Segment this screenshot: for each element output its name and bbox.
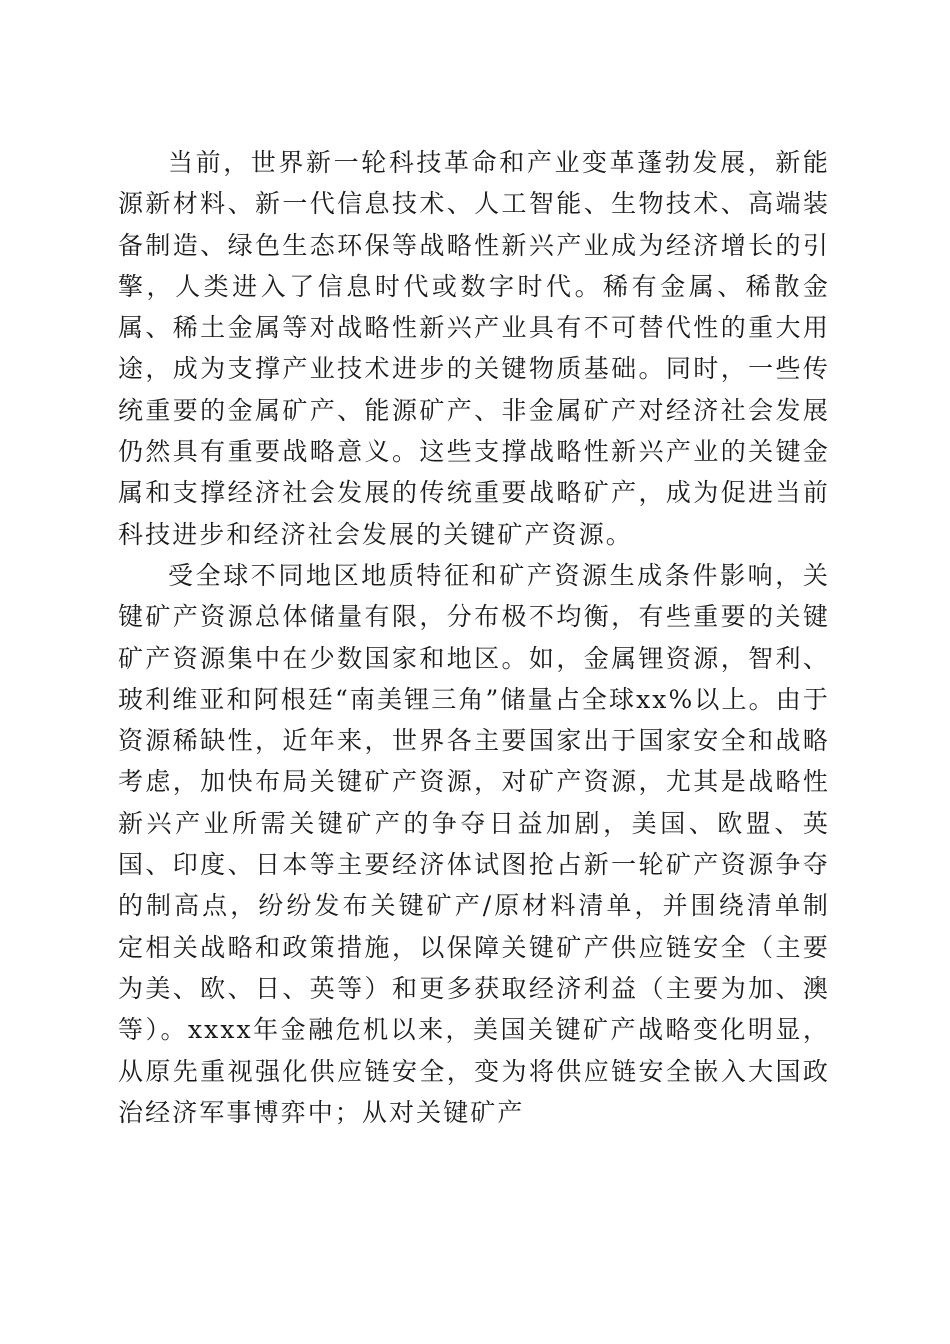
paragraph-2: 受全球不同地区地质特征和矿产资源生成条件影响，关键矿产资源总体储量有限，分布极不均衡，有些重要的关键矿产资源集中在少数国家和地区。如，金属锂资源，智利、玻利维亚和阿根廷“南美锂三角”储量占全球xx%以上。由于资源稀缺性，近年来，世界各主要国家出于国家安全和战略考虑，加快布局关键矿产资源，对矿产资源，尤其是战略性新兴产业所需关键矿产的争夺日益加剧，美国、欧盟、英国、印度、日本等主要经济体试图抢占新一轮矿产资源争夺的制高点，纷纷发布关键矿产/原材料清单，并围绕清单制定相关战略和政策措施，以保障关键矿产供应链安全（主要为美、欧、日、英等）和更多获取经济利益（主要为加、澳等）。xxxx年金融危机以来，美国关键矿产战略变化明显，从原先重视强化供应链安全，变为将供应链安全嵌入大国政治经济军事博弈中；从对关键矿产 (118, 560, 830, 1127)
document-body (118, 142, 830, 1133)
paragraph-1: 当前，世界新一轮科技革命和产业变革蓬勃发展，新能源新材料、新一代信息技术、人工智能、生物技术、高端装备制造、绿色生态环保等战略性新兴产业成为经济增长的引擎，人类进入了信息时代或数字时代。稀有金属、稀散金属、稀土金属等对战略性新兴产业具有不可替代性的重大用途，成为支撑产业技术进步的关键物质基础。同时，一些传统重要的金属矿产、能源矿产、非金属矿产对经济社会发展仍然具有重要战略意义。这些支撑战略性新兴产业的关键金属和支撑经济社会发展的传统重要战略矿产，成为促进当前科技进步和经济社会发展的关键矿产资源。 (118, 148, 830, 549)
